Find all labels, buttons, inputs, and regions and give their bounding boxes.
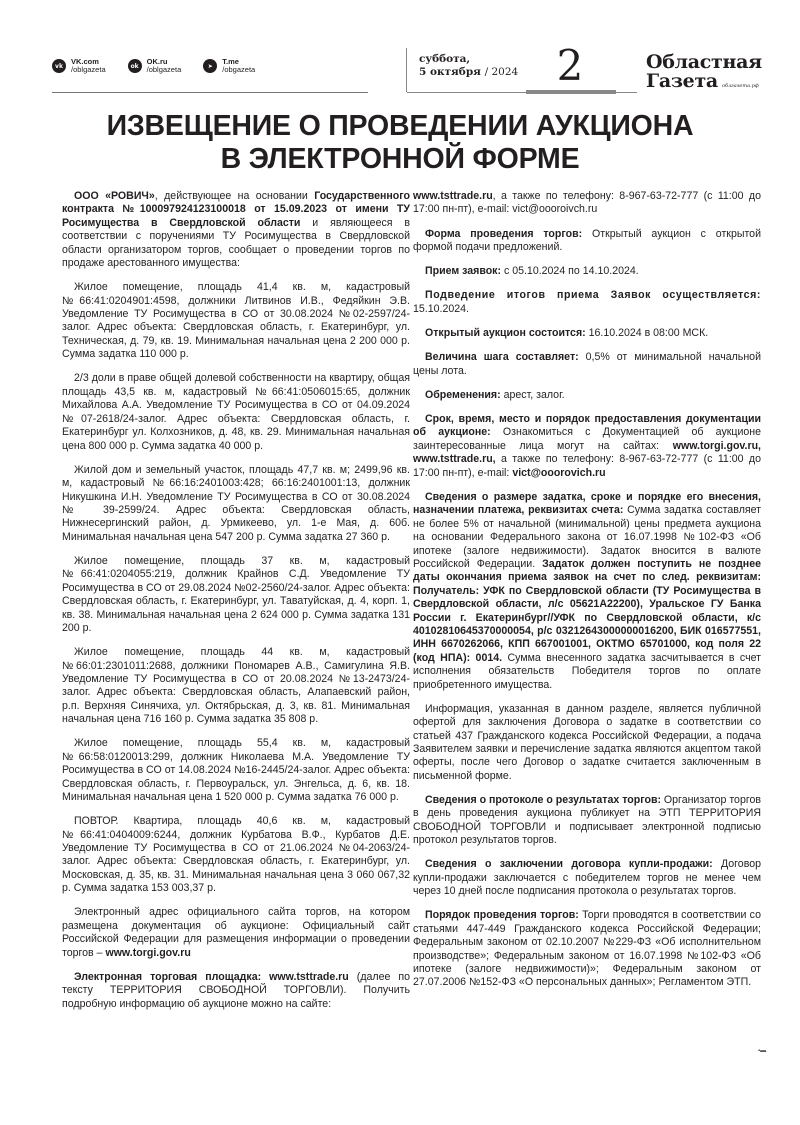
page-number-bar bbox=[526, 90, 616, 94]
section-contract bbox=[413, 858, 761, 898]
text: Договор купли-продажи заключается с победителем торгов не менее чем через 10 дней после подписания протокола о результатах торгов. bbox=[413, 858, 761, 898]
social-link-vk[interactable] bbox=[52, 58, 106, 74]
public-offer-paragraph: Информация, указанная в данном разделе, является публичной офертой для заключения Договора о задатке в соответствии со статьей 437 Гражданского кодекса Российской Федерации, а подача Заявителем заявки и перечисление задатка являются акцептом такой оферты, после чего Договор о задатке считается заключенным в письменной форме. bbox=[413, 702, 761, 782]
section-applications bbox=[413, 265, 761, 278]
logo-line1: Областная bbox=[646, 51, 762, 73]
tsttrade-link[interactable]: www.tsttrade.ru bbox=[413, 190, 493, 202]
left-column bbox=[62, 190, 410, 1022]
social-links bbox=[52, 58, 255, 74]
header-rule bbox=[52, 92, 368, 93]
newspaper-logo[interactable] bbox=[646, 53, 762, 96]
text: Сумма внесенного задатка засчитывается в счет исполнения обязательств Победителя торгов по оплате приобретенного имущества. bbox=[413, 651, 762, 691]
masthead bbox=[52, 41, 762, 94]
social-handle: /obgazeta bbox=[222, 65, 256, 74]
org-name: ООО «РОВИЧ» bbox=[74, 190, 155, 202]
lot-3: Жилой дом и земельный участок, площадь 47,7 кв. м; 2499,96 кв. м, кадастровый №66:16:2401003:428; 66:16:2401001:13, должник Никушкина И.Н. Уведомление ТУ Росимущества в СО от 30.08.2024 № 39-2599/24. Адрес объекта: Свердловская область, Нижнесергинский район, д. Урмикеево, ул. 1-е Мая, д. 60б. Минимальная начальная цена 547 200 р. Сумма задатка 27 360 р. bbox=[62, 463, 410, 543]
contact-paragraph bbox=[413, 190, 761, 217]
intro-paragraph bbox=[62, 190, 410, 270]
section-protocol bbox=[413, 794, 761, 848]
issue-date bbox=[419, 53, 518, 79]
text: с 05.10.2024 по 14.10.2024. bbox=[501, 265, 639, 278]
etp-link[interactable]: Электронная торговая площадка: www.tsttrade.ru bbox=[74, 970, 349, 983]
contract-ref: Государственного контракта №100097924123100018 от 15.09.2023 от имени ТУ Росимущества в Свердловской области bbox=[62, 190, 410, 229]
year: / 2024 bbox=[484, 66, 519, 78]
telegram-icon: ➤ bbox=[203, 59, 217, 73]
text: 16.10.2024 в 08:00 МСК. bbox=[585, 327, 709, 340]
text: (далее по тексту ТЕРРИТОРИЯ СВОБОДНОЙ ТОРГОВЛИ). Получить подробную информацию об аукционе можно на сайте: bbox=[62, 970, 410, 1010]
text: Электронный адрес официального сайта торгов, на котором размещена документация об аукционе: Официальный сайт Российской Федерации для размещения информации о проведении торгов – bbox=[62, 906, 410, 959]
section-results-date bbox=[413, 289, 761, 316]
social-handle: /oblgazeta bbox=[146, 65, 182, 74]
page-number: 2 bbox=[556, 41, 584, 90]
text: а также по телефону: 8-967-63-72-777 (с 11:00 до 17:00 пн-пт), e-mail: bbox=[413, 453, 761, 479]
torgi-link[interactable]: www.torgi.gov.ru bbox=[105, 946, 191, 959]
social-host: OK.ru bbox=[146, 57, 168, 66]
section-encumbrance bbox=[413, 389, 761, 402]
text: Сумма задатка составляет не более 5% от начальной (минимальной) цены предмета аукциона на основании Федерального закона от 16.07.1998 №102-ФЗ «Об ипотеке (залоге недвижимости). Задаток вносится в валюте Российской Федерации. bbox=[413, 504, 761, 570]
lot-4: Жилое помещение, площадь 37 кв. м, кадастровый №66:41:0204055:219, должник Крайнов С.Д. Уведомление ТУ Росимущества в СО от 29.08.2024 №02-2560/24-залог. Адрес объекта: Свердловская область, г. Екатеринбург, ул. Таватуйская, д. 4, корп. 1, кв. 38. Минимальная начальная цена 2 624 000 р. Сумма задатка 131 200 р. bbox=[62, 554, 410, 634]
logo-line2: Газета bbox=[646, 70, 718, 92]
text: 0,5% от минимальной начальной цены лота. bbox=[413, 351, 761, 377]
section-label: Срок, время, место и порядок предоставления документации об аукционе: bbox=[413, 413, 761, 439]
text: Ознакомиться с Документацией об аукционе заинтересованные лица могут на сайтах: bbox=[413, 426, 761, 452]
end-mark-icon: ▪▬ bbox=[758, 1048, 767, 1054]
section-documentation bbox=[413, 413, 761, 480]
vk-icon: vk bbox=[52, 59, 66, 73]
section-deposit bbox=[413, 491, 761, 692]
lot-2: 2/3 доли в праве общей долевой собственности на квартиру, общая площадь 43,5 кв. м, кадастровый №66:41:0506015:65, должник Михайлова А.А. Уведомление ТУ Росимущества в СО от 04.09.2024 №07-2618/24-залог. Адрес объекта: Свердловская область, г. Екатеринбург ул. Колхозников, д. 48, кв. 29. Минимальная начальная цена 800 000 р. Сумма задатка 40 000 р. bbox=[62, 372, 410, 452]
section-step bbox=[413, 351, 761, 378]
ok-icon: ok bbox=[128, 59, 142, 73]
header-divider bbox=[406, 48, 407, 92]
text: Открытый аукцион с открытой формой подачи предложений. bbox=[413, 227, 761, 254]
title-line1: ИЗВЕЩЕНИЕ О ПРОВЕДЕНИИ АУКЦИОНА bbox=[106, 110, 694, 142]
bank-details: Задаток должен поступить не позднее даты окончания приема заявок на счет по след. реквизитам: Получатель: УФК по Свердловской области (ТУ Росимущества в Свердловской области, л/с 05621А22200), Уральское ГУ Банка России г. Екатеринбург//УФК по Свердловской области, к/с 40102810645370000054, р/с 03212643000000016200, БИК 016577551, ИНН 6670262066, КПП 667001001, ОКТМО 65701000, код поля 22 (код НПА): 0014. bbox=[413, 557, 761, 664]
date: 5 октября bbox=[419, 66, 481, 78]
section-label: Прием заявок: bbox=[425, 265, 502, 278]
logo-site: облгазета.рф bbox=[721, 83, 759, 89]
weekday: суббота, bbox=[419, 53, 471, 65]
social-link-telegram[interactable] bbox=[203, 58, 255, 74]
text: Торги проводятся в соответствии со статьями 447-449 Гражданского кодекса Российской Федерации; Федеральным законом от 02.10.2007 №229-ФЗ «Об исполнительном производстве»; Федеральным законом от 16.07.1998 №102-ФЗ «Об ипотеке (залоге недвижимости)»; Федеральным законом от 27.07.2006 №152-ФЗ «О персональных данных»; Регламентом ЭТП. bbox=[413, 909, 761, 989]
lot-1: Жилое помещение, площадь 41,4 кв. м, кадастровый №66:41:0204901:4598, должники Литвинов И.В., Федяйкин Э.В. Уведомление ТУ Росимущества в СО от 30.08.2024 №02-2597/24-залог. Адрес объекта: Свердловская область, г. Екатеринбург, ул. Техническая, д. 79, кв. 19. Минимальная начальная цена 2 200 000 р. Сумма задатка 110 000 р. bbox=[62, 281, 410, 361]
social-link-ok[interactable] bbox=[128, 58, 182, 74]
section-auction-date bbox=[413, 327, 761, 340]
social-handle: /oblgazeta bbox=[71, 65, 106, 74]
section-label: Открытый аукцион состоится: bbox=[425, 327, 586, 340]
text: и являющееся в соответствии с поручениями ТУ Росимущества в Свердловской области организатором торгов, сообщает о проведении торгов по продаже арестованного имущества: bbox=[62, 216, 410, 270]
section-procedure bbox=[413, 909, 761, 989]
lot-7: ПОВТОР. Квартира, площадь 40,6 кв. м, кадастровый №66:41:0404009:6244, должник Курбатова В.Ф., Курбатов Д.Е. Уведомление ТУ Росимущества в СО от 21.06.2024 №04-2063/24-залог. Адрес объекта: Свердловская область, г. Екатеринбург, ул. Московская, д. 35, кв. 31. Минимальная начальная цена 3 060 067,32 р. Сумма задатка 153 003,37 р. bbox=[62, 815, 410, 895]
section-auction-form bbox=[413, 228, 761, 255]
section-label: Сведения о заключении договора купли-продажи: bbox=[425, 858, 713, 871]
text: Организатор торгов в день проведения аукциона публикует на ЭТП ТЕРРИТОРИЯ СВОБОДНОЙ ТОРГОВЛИ и подписывает электронной подписью протокол результатов торгов. bbox=[413, 794, 761, 847]
email-link[interactable]: vict@ooorovich.ru bbox=[512, 466, 606, 479]
lot-6: Жилое помещение, площадь 55,4 кв. м, кадастровый №66:58:0120013:299, должник Николаева М.А. Уведомление ТУ Росимущества в СО от 14.08.2024 №16-2445/24-залог. Адрес объекта: Свердловская область, г. Первоуральск, ул. Энгельса, д. 6, кв. 18. Минимальная начальная цена 1 520 000 р. Сумма задатка 76 000 р. bbox=[62, 737, 410, 804]
text: арест, залог. bbox=[500, 388, 565, 401]
sites-links[interactable]: www.torgi.gov.ru, www.tsttrade.ru, bbox=[413, 439, 761, 466]
etp-paragraph bbox=[62, 971, 410, 1011]
text: , действующее на основании bbox=[154, 190, 315, 202]
page-title bbox=[0, 110, 800, 176]
section-label: Величина шага составляет: bbox=[425, 351, 579, 364]
right-column bbox=[413, 190, 761, 1001]
section-label: Подведение итогов приема Заявок осуществляется: bbox=[425, 289, 761, 302]
section-label: Порядок проведения торгов: bbox=[425, 909, 579, 922]
social-host: VK.com bbox=[71, 57, 99, 66]
lot-5: Жилое помещение, площадь 44 кв. м, кадастровый №66:01:2301011:2688, должники Пономарев А.В., Самигулина Я.В. Уведомление ТУ Росимущества в СО от 20.08.2024 №13-2473/24-залог. Адрес объекта: Свердловская область, Алапаевский район, р.п. Верхняя Синячиха, ул. Октябрьская, д. 3, кв. 81. Минимальная начальная цена 716 160 р. Сумма задатка 35 808 р. bbox=[62, 646, 410, 726]
section-label: Обременения: bbox=[425, 388, 501, 401]
section-label: Сведения о размере задатка, сроке и порядке его внесения, назначении платежа, реквизитах счета: bbox=[413, 490, 761, 517]
section-label: Форма проведения торгов: bbox=[425, 227, 583, 240]
official-site-paragraph bbox=[62, 906, 410, 960]
text: , а также по телефону: 8-967-63-72-777 (с 11:00 до 17:00 пн-пт), e-mail: vict@oooroivch.ru bbox=[413, 190, 761, 216]
social-host: T.me bbox=[222, 57, 239, 66]
section-label: Сведения о протоколе о результатах торгов: bbox=[425, 794, 661, 806]
title-line2: В ЭЛЕКТРОННОЙ ФОРМЕ bbox=[220, 143, 580, 175]
text: 15.10.2024. bbox=[413, 302, 469, 315]
